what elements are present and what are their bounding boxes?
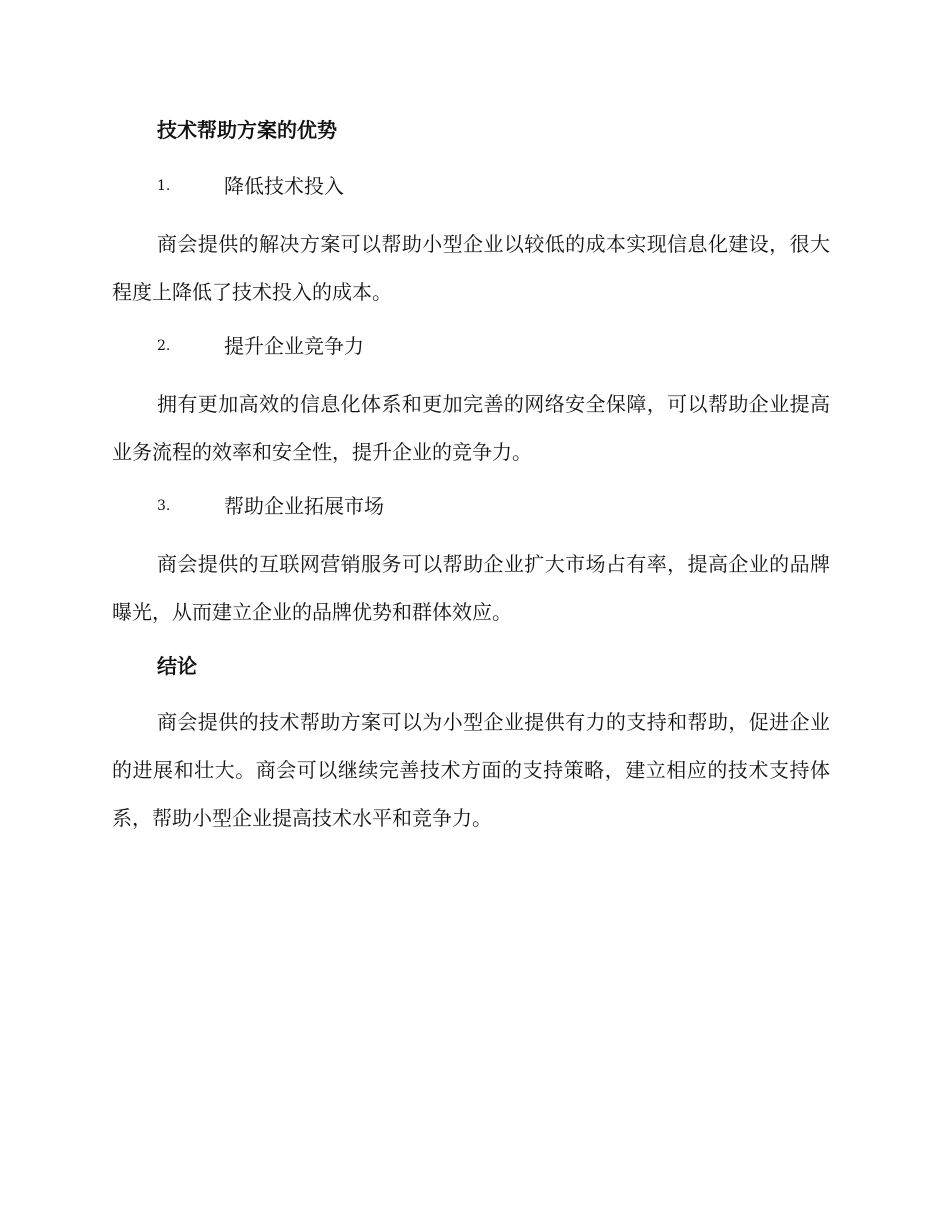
paragraph-3: 商会提供的互联网营销服务可以帮助企业扩大市场占有率，提高企业的品牌曝光，从而建立企业的品牌优势和群体效应。 bbox=[112, 552, 830, 624]
paragraph-2: 拥有更加高效的信息化体系和更加完善的网络安全保障，可以帮助企业提高业务流程的效率和安全性，提升企业的竞争力。 bbox=[112, 392, 830, 464]
conclusion-heading: 结论 bbox=[157, 654, 197, 678]
list-title-2: 提升企业竞争力 bbox=[224, 334, 364, 358]
list-title-3: 帮助企业拓展市场 bbox=[224, 494, 384, 518]
conclusion-paragraph: 商会提供的技术帮助方案可以为小型企业提供有力的支持和帮助，促进企业的进展和壮大。商会可以继续完善技术方面的支持策略，建立相应的技术支持体系，帮助小型企业提高技术水平和竞争力。 bbox=[112, 710, 830, 830]
list-number-1: 1. bbox=[157, 178, 171, 194]
list-number-3: 3. bbox=[157, 498, 171, 514]
list-title-1: 降低技术投入 bbox=[224, 174, 344, 198]
paragraph-1: 商会提供的解决方案可以帮助小型企业以较低的成本实现信息化建设，很大程度上降低了技术投入的成本。 bbox=[112, 232, 830, 304]
section-heading: 技术帮助方案的优势 bbox=[157, 118, 337, 142]
list-number-2: 2. bbox=[157, 338, 171, 354]
